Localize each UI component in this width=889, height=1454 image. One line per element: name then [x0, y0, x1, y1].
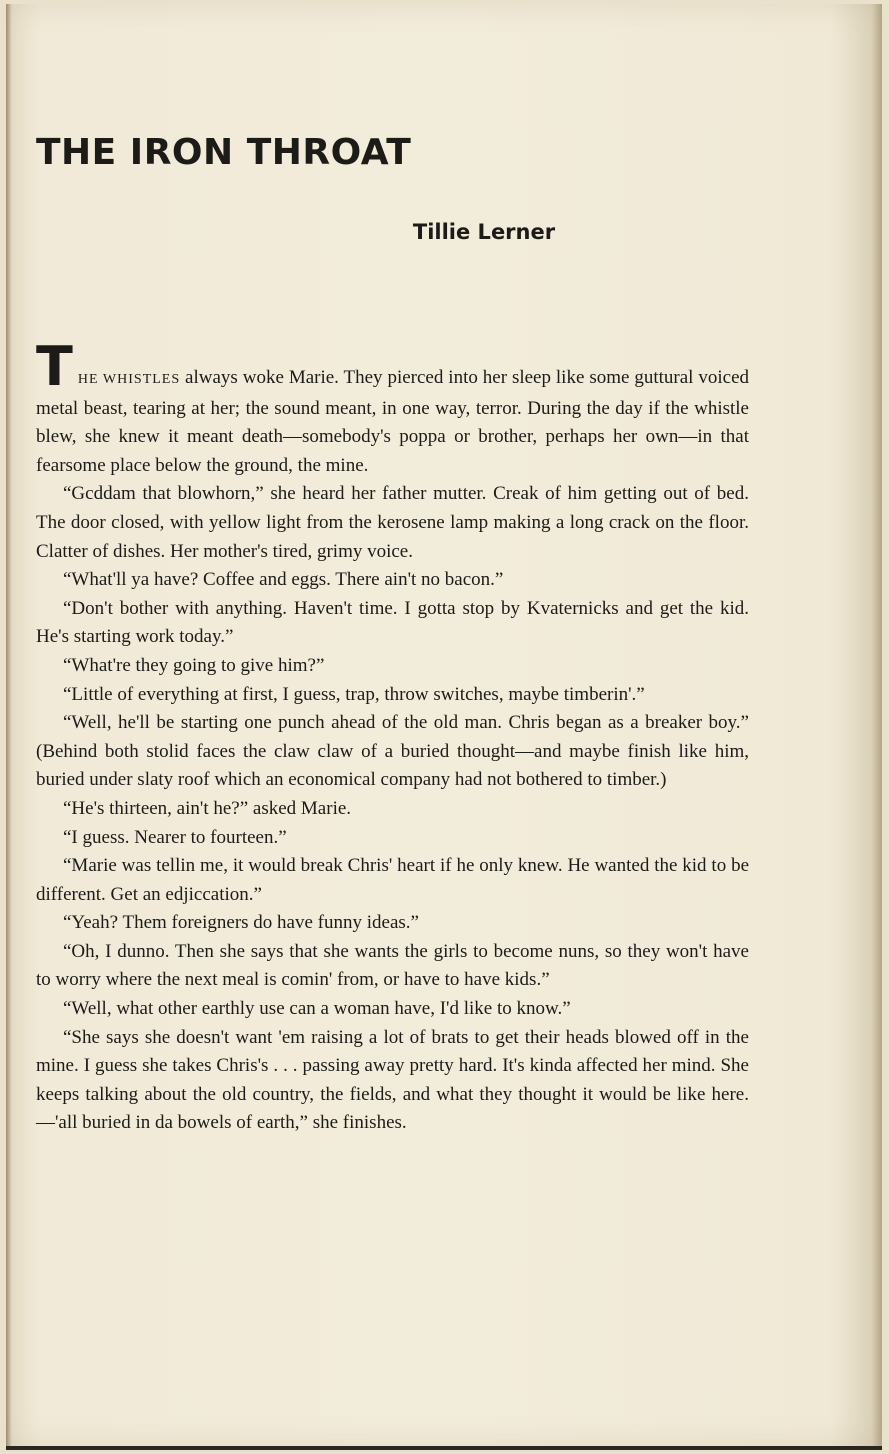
story-title: THE IRON THROAT: [36, 132, 412, 173]
paragraph: “What'll ya have? Coffee and eggs. There ain't no bacon.”: [63, 569, 504, 591]
paragraph: “Marie was tellin me, it would break Chris' heart if he only knew. He wanted the kid to be different. Get an edjiccation.”: [36, 855, 749, 905]
opening-paragraph: [36, 335, 750, 480]
drop-cap: T: [36, 335, 73, 398]
author-name: Tillie Lerner: [412, 220, 556, 244]
paragraph: “Don't bother with anything. Haven't time. I gotta stop by Kvaternicks and get the kid. He's starting work today.”: [36, 597, 749, 648]
paragraph: “She says she doesn't want 'em raising a lot of brats to get their heads blowed off in the mine. I guess she takes Chris's . . . passing away pretty hard. It's kinda affected her mind. She keeps talking about the old country, the fields, and what they thought it would be like here. —'all buried in da bowels of earth,” she finishes.: [36, 1026, 749, 1134]
paragraph: “Little of everything at first, I guess, trap, throw switches, maybe timberin'.”: [63, 683, 645, 705]
paragraph: “Well, he'll be starting one punch ahead of the old man. Chris began as a breaker boy.” (Behind both stolid faces the claw claw of a buried thought—and maybe finish like him, buried under slaty roof which an economical company had not bothered to timber.): [36, 712, 749, 791]
opening-smallcaps: HE WHISTLES: [77, 372, 181, 387]
paragraph: “I guess. Nearer to fourteen.”: [63, 826, 287, 848]
paragraph: “Yeah? Them foreigners do have funny ideas.”: [63, 912, 419, 934]
opening-text: always woke Marie. They pierced into her sleep like some guttural voiced metal beast, tearing at her; the sound meant, in one way, terror. During the day if the whistle blew, she knew it meant death—somebody's poppa or brother, perhaps her own—in that fearsome place below the ground, the mine.: [36, 367, 750, 476]
paragraph: “Gcddam that blowhorn,” she heard her father mutter. Creak of him getting out of bed. The door closed, with yellow light from the kerosene lamp making a long crack on the floor. Clatter of dishes. Her mother's tired, grimy voice.: [36, 483, 749, 562]
paragraph: “What're they going to give him?”: [63, 654, 325, 676]
paragraph: “Oh, I dunno. Then she says that she wants the girls to become nuns, so they won't have to worry where the next meal is comin' from, or have to have kids.”: [36, 940, 749, 991]
story-body: [36, 335, 750, 1138]
paragraph: “Well, what other earthly use can a woman have, I'd like to know.”: [63, 998, 571, 1020]
book-page: [6, 4, 882, 1450]
paragraph: “He's thirteen, ain't he?” asked Marie.: [63, 797, 352, 819]
